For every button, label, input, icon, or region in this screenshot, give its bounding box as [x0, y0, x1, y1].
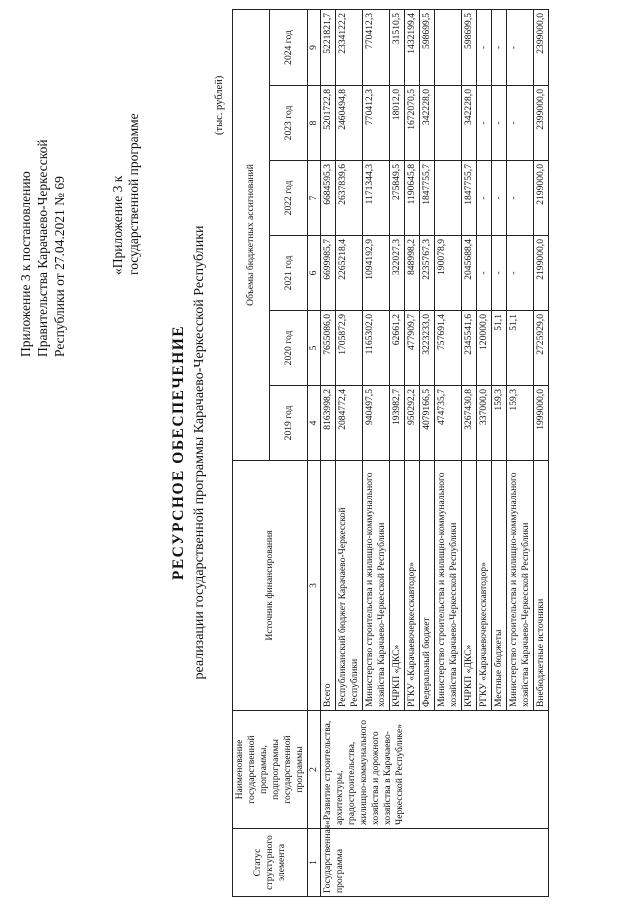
- annex-header-2: [110, 113, 142, 275]
- source-cell: Министерство строительства и жилищно-коммунального хозяйства Карачаево-Черкесской Республики: [362, 461, 389, 711]
- value-cell: 159,3: [491, 386, 506, 461]
- header-year: 2022 год: [270, 161, 307, 236]
- value-cell: 2725929,0: [533, 311, 548, 386]
- value-cell: 2334122,2: [335, 9, 362, 85]
- value-cell: 51,1: [491, 311, 506, 386]
- annex-header-line-1: Приложение 3 к постановлению: [18, 171, 33, 357]
- value-cell: 2084772,4: [335, 386, 362, 461]
- column-number: 6: [307, 236, 320, 311]
- value-cell: -: [476, 9, 491, 85]
- value-cell: -: [491, 236, 506, 311]
- value-cell: -: [491, 9, 506, 85]
- annex-header-2-line-2: государственной программе: [126, 113, 141, 275]
- source-cell: Министерство строительства и жилищно-коммунального хозяйства Карачаево-Черкесской Республики: [506, 461, 533, 711]
- value-cell: -: [476, 161, 491, 236]
- program-name-cell: «Развитие строительства, архитектуры, градостроительства, жилищно-коммунального хозяйства и дорожного хозяйства в Карачаево-Черкесской Республике»: [320, 711, 548, 829]
- value-cell: 598699,5: [419, 9, 434, 85]
- value-cell: 848998,2: [404, 236, 419, 311]
- value-cell: 2637839,6: [335, 161, 362, 236]
- value-cell: 477909,7: [404, 311, 419, 386]
- value-cell: 2045688,4: [461, 236, 476, 311]
- value-cell: 62661,2: [389, 311, 404, 386]
- value-cell: [434, 86, 461, 161]
- value-cell: 275849,5: [389, 161, 404, 236]
- status-cell: Государственная программа: [320, 829, 548, 897]
- column-number: 5: [307, 311, 320, 386]
- header-program-name: Наименование государственной программы, подпрограммы государственной программы: [233, 711, 308, 829]
- value-cell: 950292,2: [404, 386, 419, 461]
- value-cell: 1094192,9: [362, 236, 389, 311]
- value-cell: 770412,3: [362, 86, 389, 161]
- value-cell: 940497,5: [362, 386, 389, 461]
- value-cell: 3223233,0: [419, 311, 434, 386]
- source-cell: Федеральный бюджет: [419, 461, 434, 711]
- value-cell: -: [506, 236, 533, 311]
- value-cell: [434, 161, 461, 236]
- value-cell: [434, 9, 461, 85]
- document-title: РЕСУРСНОЕ ОБЕСПЕЧЕНИЕ: [170, 324, 187, 581]
- value-cell: 1165302,0: [362, 311, 389, 386]
- value-cell: 5221821,7: [320, 9, 335, 85]
- value-cell: 598699,5: [461, 9, 476, 85]
- header-status: Статус структурного элемента: [233, 829, 308, 897]
- value-cell: 1847755,7: [419, 161, 434, 236]
- value-cell: -: [506, 9, 533, 85]
- value-cell: 2345541,6: [461, 311, 476, 386]
- table-row: [320, 9, 335, 896]
- source-cell: Республиканский бюджет Карачаево-Черкесской Республики: [335, 461, 362, 711]
- source-cell: РГКУ «Карачаевочеркесскавтодор»: [476, 461, 491, 711]
- value-cell: 337000,0: [476, 386, 491, 461]
- source-cell: КЧРКП «ДКС»: [461, 461, 476, 711]
- column-number: 4: [307, 386, 320, 461]
- units-note: (тыс. рублей): [214, 75, 225, 135]
- value-cell: 18012,0: [389, 86, 404, 161]
- value-cell: 2199000,0: [533, 161, 548, 236]
- value-cell: 1171344,3: [362, 161, 389, 236]
- source-cell: Всего: [320, 461, 335, 711]
- column-number: 3: [307, 461, 320, 711]
- value-cell: 6684595,3: [320, 161, 335, 236]
- value-cell: 120000,0: [476, 311, 491, 386]
- column-number: 2: [307, 711, 320, 829]
- value-cell: 1705872,9: [335, 311, 362, 386]
- value-cell: 2399000,0: [533, 9, 548, 85]
- column-number: 9: [307, 9, 320, 85]
- value-cell: 342228,0: [419, 86, 434, 161]
- source-cell: Министерство строительства и жилищно-коммунального хозяйства Карачаево-Черкесской Республики: [434, 461, 461, 711]
- table-body: [320, 9, 548, 896]
- header-source: Источник финансирования: [233, 461, 308, 711]
- value-cell: -: [491, 86, 506, 161]
- header-year: 2019 год: [270, 386, 307, 461]
- value-cell: 770412,3: [362, 9, 389, 85]
- value-cell: 2199000,0: [533, 236, 548, 311]
- header-year: 2020 год: [270, 311, 307, 386]
- source-cell: Местные бюджеты: [491, 461, 506, 711]
- column-number: 8: [307, 86, 320, 161]
- value-cell: 2399000,0: [533, 86, 548, 161]
- header-volumes: Объемы бюджетных ассигнований: [233, 9, 270, 460]
- value-cell: 1432199,4: [404, 9, 419, 85]
- value-cell: 1190645,8: [404, 161, 419, 236]
- resource-table: [232, 9, 549, 897]
- value-cell: -: [476, 86, 491, 161]
- value-cell: 322027,3: [389, 236, 404, 311]
- value-cell: -: [491, 161, 506, 236]
- value-cell: 5201722,8: [320, 86, 335, 161]
- value-cell: 757691,4: [434, 311, 461, 386]
- value-cell: 6699985,7: [320, 236, 335, 311]
- value-cell: 3267430,8: [461, 386, 476, 461]
- header-year: 2023 год: [270, 86, 307, 161]
- header-year: 2021 год: [270, 236, 307, 311]
- value-cell: 159,3: [506, 386, 533, 461]
- value-cell: 51,1: [506, 311, 533, 386]
- source-cell: Внебюджетные источники: [533, 461, 548, 711]
- value-cell: 2460494,8: [335, 86, 362, 161]
- value-cell: 7655086,0: [320, 311, 335, 386]
- annex-header-2-line-1: «Приложение 3 к: [110, 175, 125, 275]
- value-cell: -: [506, 161, 533, 236]
- value-cell: 2235767,3: [419, 236, 434, 311]
- value-cell: 4079166,5: [419, 386, 434, 461]
- value-cell: 31510,5: [389, 9, 404, 85]
- document-subtitle: реализации государственной программы Карачаево-Черкесской Республики: [192, 225, 207, 680]
- value-cell: 474735,7: [434, 386, 461, 461]
- value-cell: 1672070,5: [404, 86, 419, 161]
- column-number: 1: [307, 829, 320, 897]
- header-year: 2024 год: [270, 9, 307, 85]
- value-cell: -: [506, 86, 533, 161]
- annex-header-line-3: Республики от 27.04.2021 № 69: [52, 176, 67, 357]
- source-cell: КЧРКП «ДКС»: [389, 461, 404, 711]
- annex-header-line-2: Правительства Карачаево-Черкесской: [35, 139, 50, 357]
- value-cell: 193982,7: [389, 386, 404, 461]
- column-number: 7: [307, 161, 320, 236]
- value-cell: 1999000,0: [533, 386, 548, 461]
- value-cell: 342228,0: [461, 86, 476, 161]
- value-cell: 1847755,7: [461, 161, 476, 236]
- value-cell: 2265218,4: [335, 236, 362, 311]
- value-cell: 190078,9: [434, 236, 461, 311]
- source-cell: РГКУ «Карачаевочеркесскавтодор»: [404, 461, 419, 711]
- value-cell: -: [476, 236, 491, 311]
- value-cell: 8163998,2: [320, 386, 335, 461]
